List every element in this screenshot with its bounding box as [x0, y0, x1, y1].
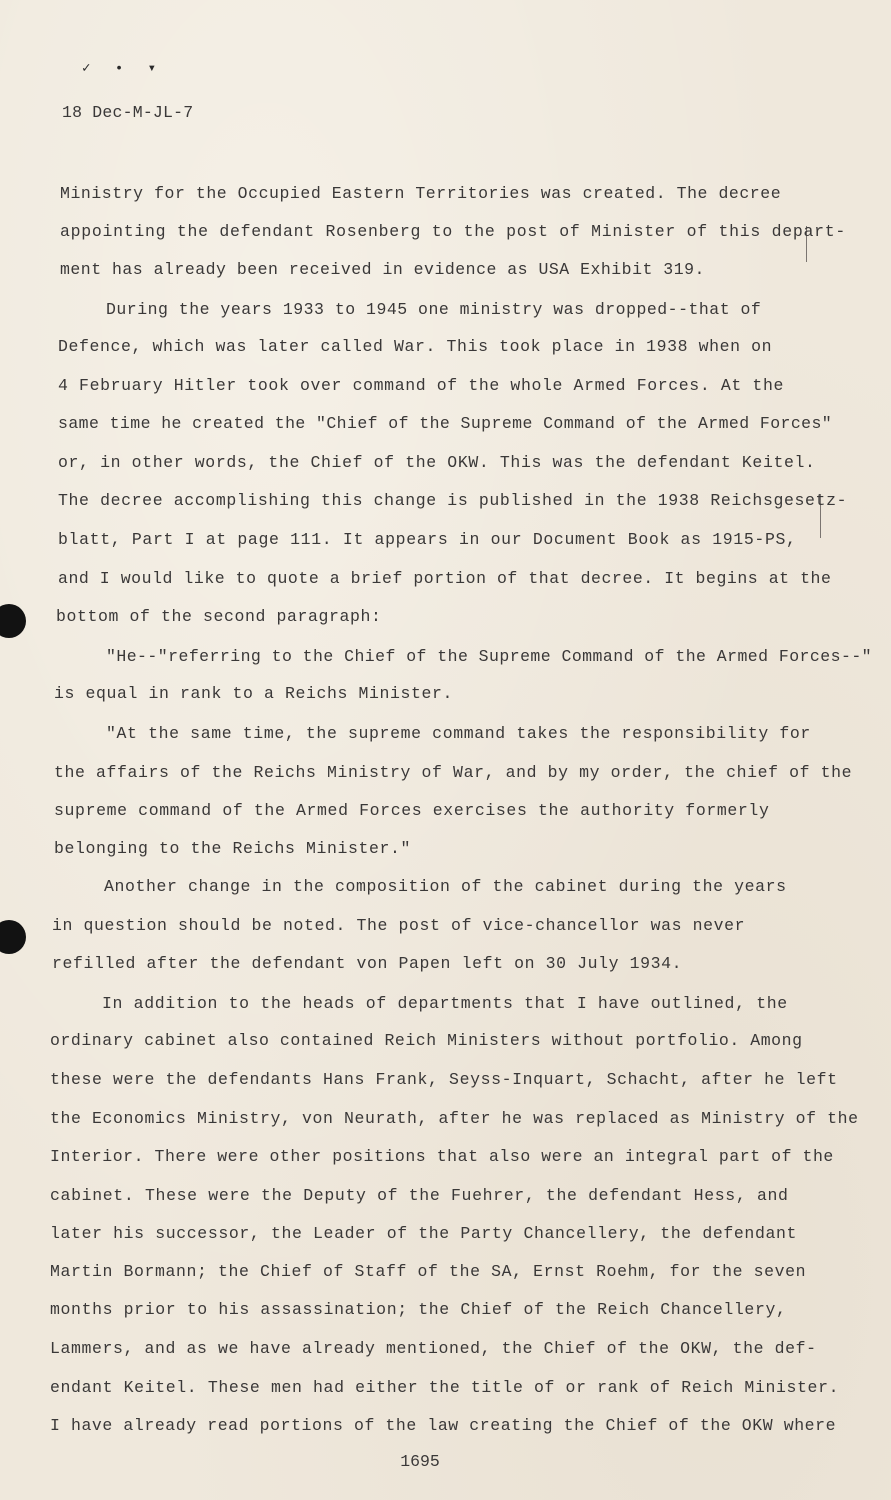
- text-line: later his successor, the Leader of the Party Chancellery, the defendant: [50, 1224, 798, 1243]
- text-line: cabinet. These were the Deputy of the Fuehrer, the defendant Hess, and: [50, 1186, 789, 1205]
- text-line: In addition to the heads of departments that I have outlined, the: [102, 994, 788, 1013]
- text-line: bottom of the second paragraph:: [56, 607, 382, 626]
- text-line: ment has already been received in evidence as USA Exhibit 319.: [60, 260, 705, 279]
- text-line: months prior to his assassination; the Chief of the Reich Chancellery,: [50, 1300, 787, 1319]
- text-line: Martin Bormann; the Chief of Staff of the SA, Ernst Roehm, for the seven: [50, 1262, 807, 1281]
- document-header-code: 18 Dec-M-JL-7: [62, 103, 194, 122]
- text-line: 4 February Hitler took over command of the whole Armed Forces. At the: [58, 376, 784, 395]
- text-line: same time he created the "Chief of the Supreme Command of the Armed Forces": [58, 414, 833, 433]
- text-line: ordinary cabinet also contained Reich Ministers without portfolio. Among: [50, 1031, 803, 1050]
- text-line: Another change in the composition of the cabinet during the years: [104, 877, 787, 896]
- quote-line: the affairs of the Reichs Ministry of War, and by my order, the chief of the: [54, 763, 853, 782]
- text-line: I have already read portions of the law creating the Chief of the OKW where: [50, 1416, 837, 1435]
- text-line: the Economics Ministry, von Neurath, after he was replaced as Ministry of the: [50, 1109, 859, 1128]
- text-line: refilled after the defendant von Papen left on 30 July 1934.: [52, 954, 683, 973]
- corner-marks: ✓ • ▾: [82, 61, 165, 77]
- text-line: blatt, Part I at page 111. It appears in our Document Book as 1915-PS,: [58, 530, 797, 549]
- text-line: appointing the defendant Rosenberg to the post of Minister of this depart-: [60, 222, 846, 241]
- quote-line: belonging to the Reichs Minister.": [54, 839, 412, 858]
- text-line: these were the defendants Hans Frank, Seyss-Inquart, Schacht, after he left: [50, 1070, 838, 1089]
- quote-line: "He--"referring to the Chief of the Supreme Command of the Armed Forces--": [106, 647, 873, 666]
- quote-line: "At the same time, the supreme command takes the responsibility for: [106, 724, 811, 743]
- text-line: Ministry for the Occupied Eastern Territories was created. The decree: [60, 184, 782, 203]
- text-line: or, in other words, the Chief of the OKW. This was the defendant Keitel.: [58, 453, 816, 472]
- text-line: During the years 1933 to 1945 one ministry was dropped--that of: [106, 300, 762, 319]
- quote-line: supreme command of the Armed Forces exercises the authority formerly: [54, 801, 770, 820]
- text-line: The decree accomplishing this change is published in the 1938 Reichsgesetz-: [58, 491, 848, 510]
- page-number: 1695: [400, 1452, 440, 1471]
- text-line: Interior. There were other positions that also were an integral part of the: [50, 1147, 834, 1166]
- text-line: Defence, which was later called War. This took place in 1938 when on: [58, 337, 773, 356]
- punch-hole-lower: [0, 920, 26, 954]
- punch-hole-upper: [0, 604, 26, 638]
- text-line: Lammers, and as we have already mentioned, the Chief of the OKW, the def-: [50, 1339, 817, 1358]
- quote-line: is equal in rank to a Reichs Minister.: [54, 684, 454, 703]
- text-line: in question should be noted. The post of vice-chancellor was never: [52, 916, 746, 935]
- text-line: endant Keitel. These men had either the title of or rank of Reich Minister.: [50, 1378, 840, 1397]
- text-line: and I would like to quote a brief portion of that decree. It begins at the: [58, 569, 832, 588]
